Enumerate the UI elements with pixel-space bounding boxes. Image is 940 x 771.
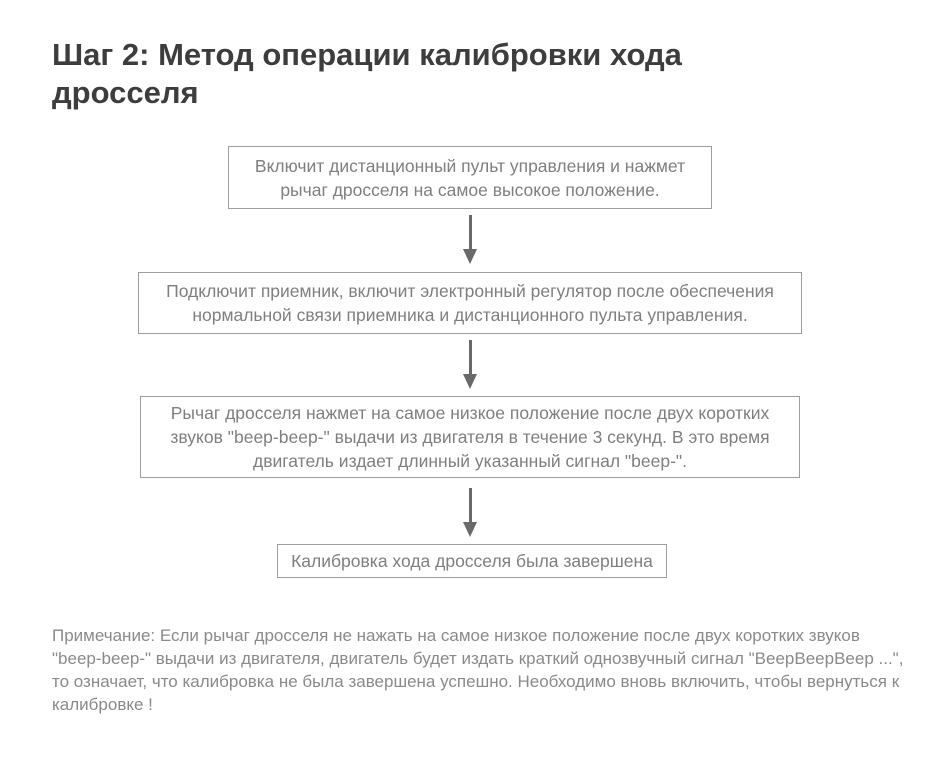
flow-step-4 <box>277 544 667 578</box>
down-arrow-icon <box>463 340 477 389</box>
down-arrow-icon <box>463 488 477 537</box>
page-title: Шаг 2: Метод операции калибровки хода дросселя <box>52 37 682 110</box>
arrow-head <box>463 249 477 264</box>
flow-step-3 <box>140 396 800 478</box>
arrow-shaft <box>469 215 472 249</box>
flow-step-1 <box>228 146 712 209</box>
arrow-shaft <box>469 340 472 374</box>
arrow-head <box>463 374 477 389</box>
note-text: Примечание: Если рычаг дросселя не нажать на самое низкое положение после двух коротких звуков "beep-beep-" выдачи из двигателя, двигатель будет издать краткий однозвучный сигнал "BeepBeepBeep ...", то означает, что калибровка не была завершена успешно. Необходимо вновь включить, чтобы вернуться к калибровке ! <box>52 626 904 714</box>
flow-step-2 <box>138 272 802 334</box>
flow-step-2-text: Подключит приемник, включит электронный регулятор после обеспечения нормальной связи приемника и дистанционного пульта управления. <box>166 281 774 325</box>
flow-step-4-text: Калибровка хода дросселя была завершена <box>291 551 653 571</box>
arrow-shaft <box>469 488 472 522</box>
arrow-head <box>463 522 477 537</box>
down-arrow-icon <box>463 215 477 264</box>
flow-step-3-text: Рычаг дросселя нажмет на самое низкое положение после двух коротких звуков "beep-beep-" выдачи из двигателя в течение 3 секунд. В это время двигатель издает длинный указанный сигнал "beep-". <box>170 403 770 471</box>
flow-step-1-text: Включит дистанционный пульт управления и нажмет рычаг дросселя на самое высокое положение. <box>254 155 686 200</box>
